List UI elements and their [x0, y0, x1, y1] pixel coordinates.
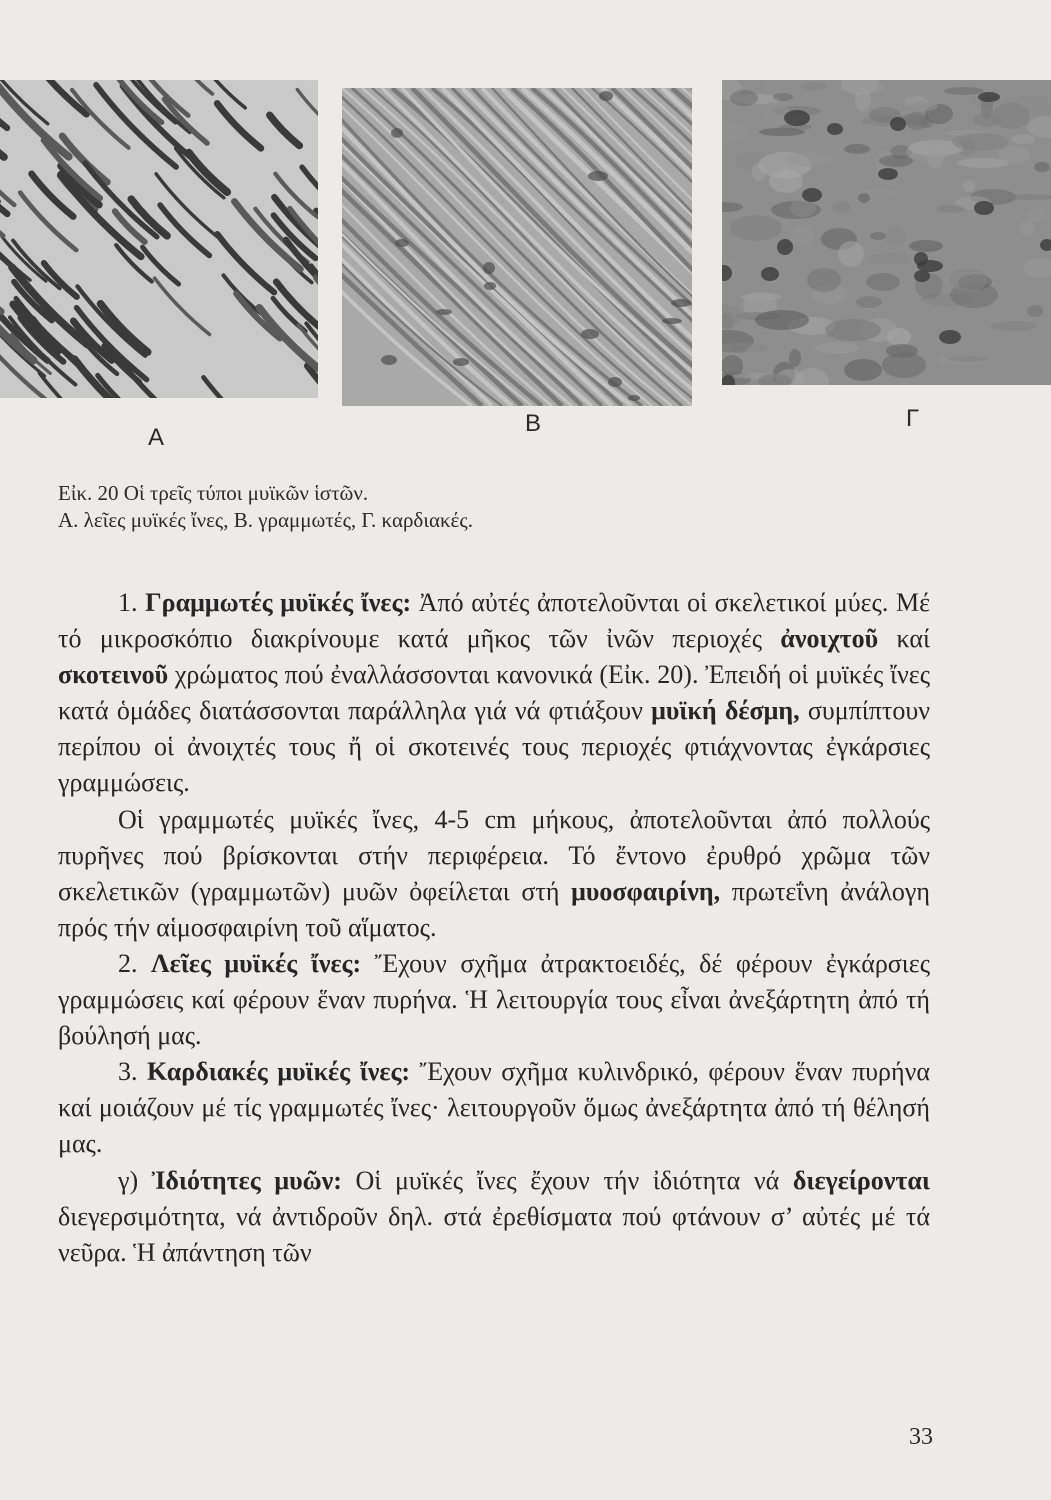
caption-line-2: Α. λεῖες μυϊκές ἴνες, Β. γραμμωτές, Γ. καρδιακές. — [58, 508, 473, 532]
body-text — [58, 585, 930, 1271]
paragraph-cardiac — [58, 1054, 930, 1162]
text-run: πρωτεΐνη ἀνάλογη πρός τήν αἱμοσφαιρίνη τοῦ αἵματος. — [58, 876, 931, 942]
term-light: ἀνοιχτοῦ — [780, 624, 879, 654]
caption-line-1: Εἰκ. 20 Οἱ τρεῖς τύποι μυϊκῶν ἱστῶν. — [58, 481, 369, 505]
text-run: καί — [878, 624, 931, 654]
panel-label-a: A — [148, 424, 165, 451]
text-run: Ἔχουν σχῆμα κυλινδρικό, φέρουν ἕναν πυρήνα καί μοιάζουν μέ τίς γραμμωτές ἴνες· λειτουργοῦν ὅμως ἀνεξάρτητα ἀπό τή θέλησή μας. — [58, 1057, 930, 1159]
term-myoglobin: μυοσφαιρίνη, — [571, 876, 721, 906]
text-run: συμπίπτουν περίπου οἱ ἀνοιχτές τους ἤ οἱ σκοτεινές τους περιοχές φτιάχνοντας ἐγκάρσιες γραμμώσεις. — [58, 696, 930, 798]
panel-label-b: B — [525, 410, 542, 437]
cardiac-muscle-micrograph — [722, 80, 1051, 385]
paragraph-properties — [58, 1163, 930, 1271]
item-number: 2. — [118, 948, 152, 978]
paragraph-striated — [58, 585, 930, 802]
term-muscle-bundle: μυϊκή δέσμη, — [651, 696, 800, 726]
term-cardiac: Καρδιακές μυϊκές ἴνες: — [147, 1057, 411, 1087]
item-number: γ) — [118, 1165, 152, 1195]
page-number: 33 — [909, 1424, 933, 1450]
text-run: Οἱ γραμμωτές μυϊκές ἴνες, 4-5 cm μήκους, ἀποτελοῦνται ἀπό πολλούς πυρῆνες πού βρίσκονται στήν περιφέρεια. Τό ἔντονο ἐρυθρό χρῶμα τῶν σκελετικῶν (γραμμωτῶν) μυῶν ὀφείλεται στή — [58, 804, 930, 906]
text-run: διεγερσιμότητα, νά ἀντιδροῦν δηλ. στά ἐρεθίσματα πού φτάνουν σ’ αὐτές μέ τά νεῦρα. Ἡ ἀπάντηση τῶν — [58, 1201, 930, 1267]
item-number: 1. — [118, 588, 146, 617]
panel-label-c: Γ — [906, 405, 920, 432]
text-run: Οἱ μυϊκές ἴνες ἔχουν τήν ἰδιότητα νά — [341, 1165, 793, 1195]
figure-20 — [0, 0, 1051, 470]
term-excitability: διεγείρονται — [792, 1165, 930, 1195]
text-run: χρώματος πού ἐναλλάσσονται κανονικά (Εἰκ. 20). Ἐπειδή οἱ μυϊκές ἴνες κατά ὁμάδες διατάσσονται παράλληλα γιά νά φτιάξουν — [58, 660, 930, 726]
term-dark: σκοτεινοῦ — [58, 660, 169, 690]
item-number: 3. — [118, 1057, 148, 1087]
paragraph-smooth — [58, 946, 930, 1054]
figure-caption — [58, 480, 758, 534]
term-striated: Γραμμωτές μυϊκές ἴνες: — [145, 588, 412, 617]
striated-muscle-micrograph — [342, 88, 692, 406]
paragraph-myoglobin — [58, 802, 930, 946]
text-run: Ἀπό αὐτές ἀποτελοῦνται οἱ σκελετικοί μύες. Μέ τό μικροσκόπιο διακρίνουμε κατά μῆκος τῶν ἰνῶν περιοχές — [58, 588, 931, 654]
term-smooth: Λεῖες μυϊκές ἴνες: — [151, 948, 362, 978]
text-run: Ἔχουν σχῆμα ἀτρακτοειδές, δέ φέρουν ἐγκάρσιες γραμμώσεις καί φέρουν ἕναν πυρήνα. Ἡ λειτουργία τους εἶναι ἀνεξάρτητη ἀπό τή βούλησή μας. — [58, 948, 931, 1051]
smooth-muscle-micrograph — [0, 80, 318, 398]
term-properties: Ἰδιότητες μυῶν: — [151, 1165, 342, 1195]
